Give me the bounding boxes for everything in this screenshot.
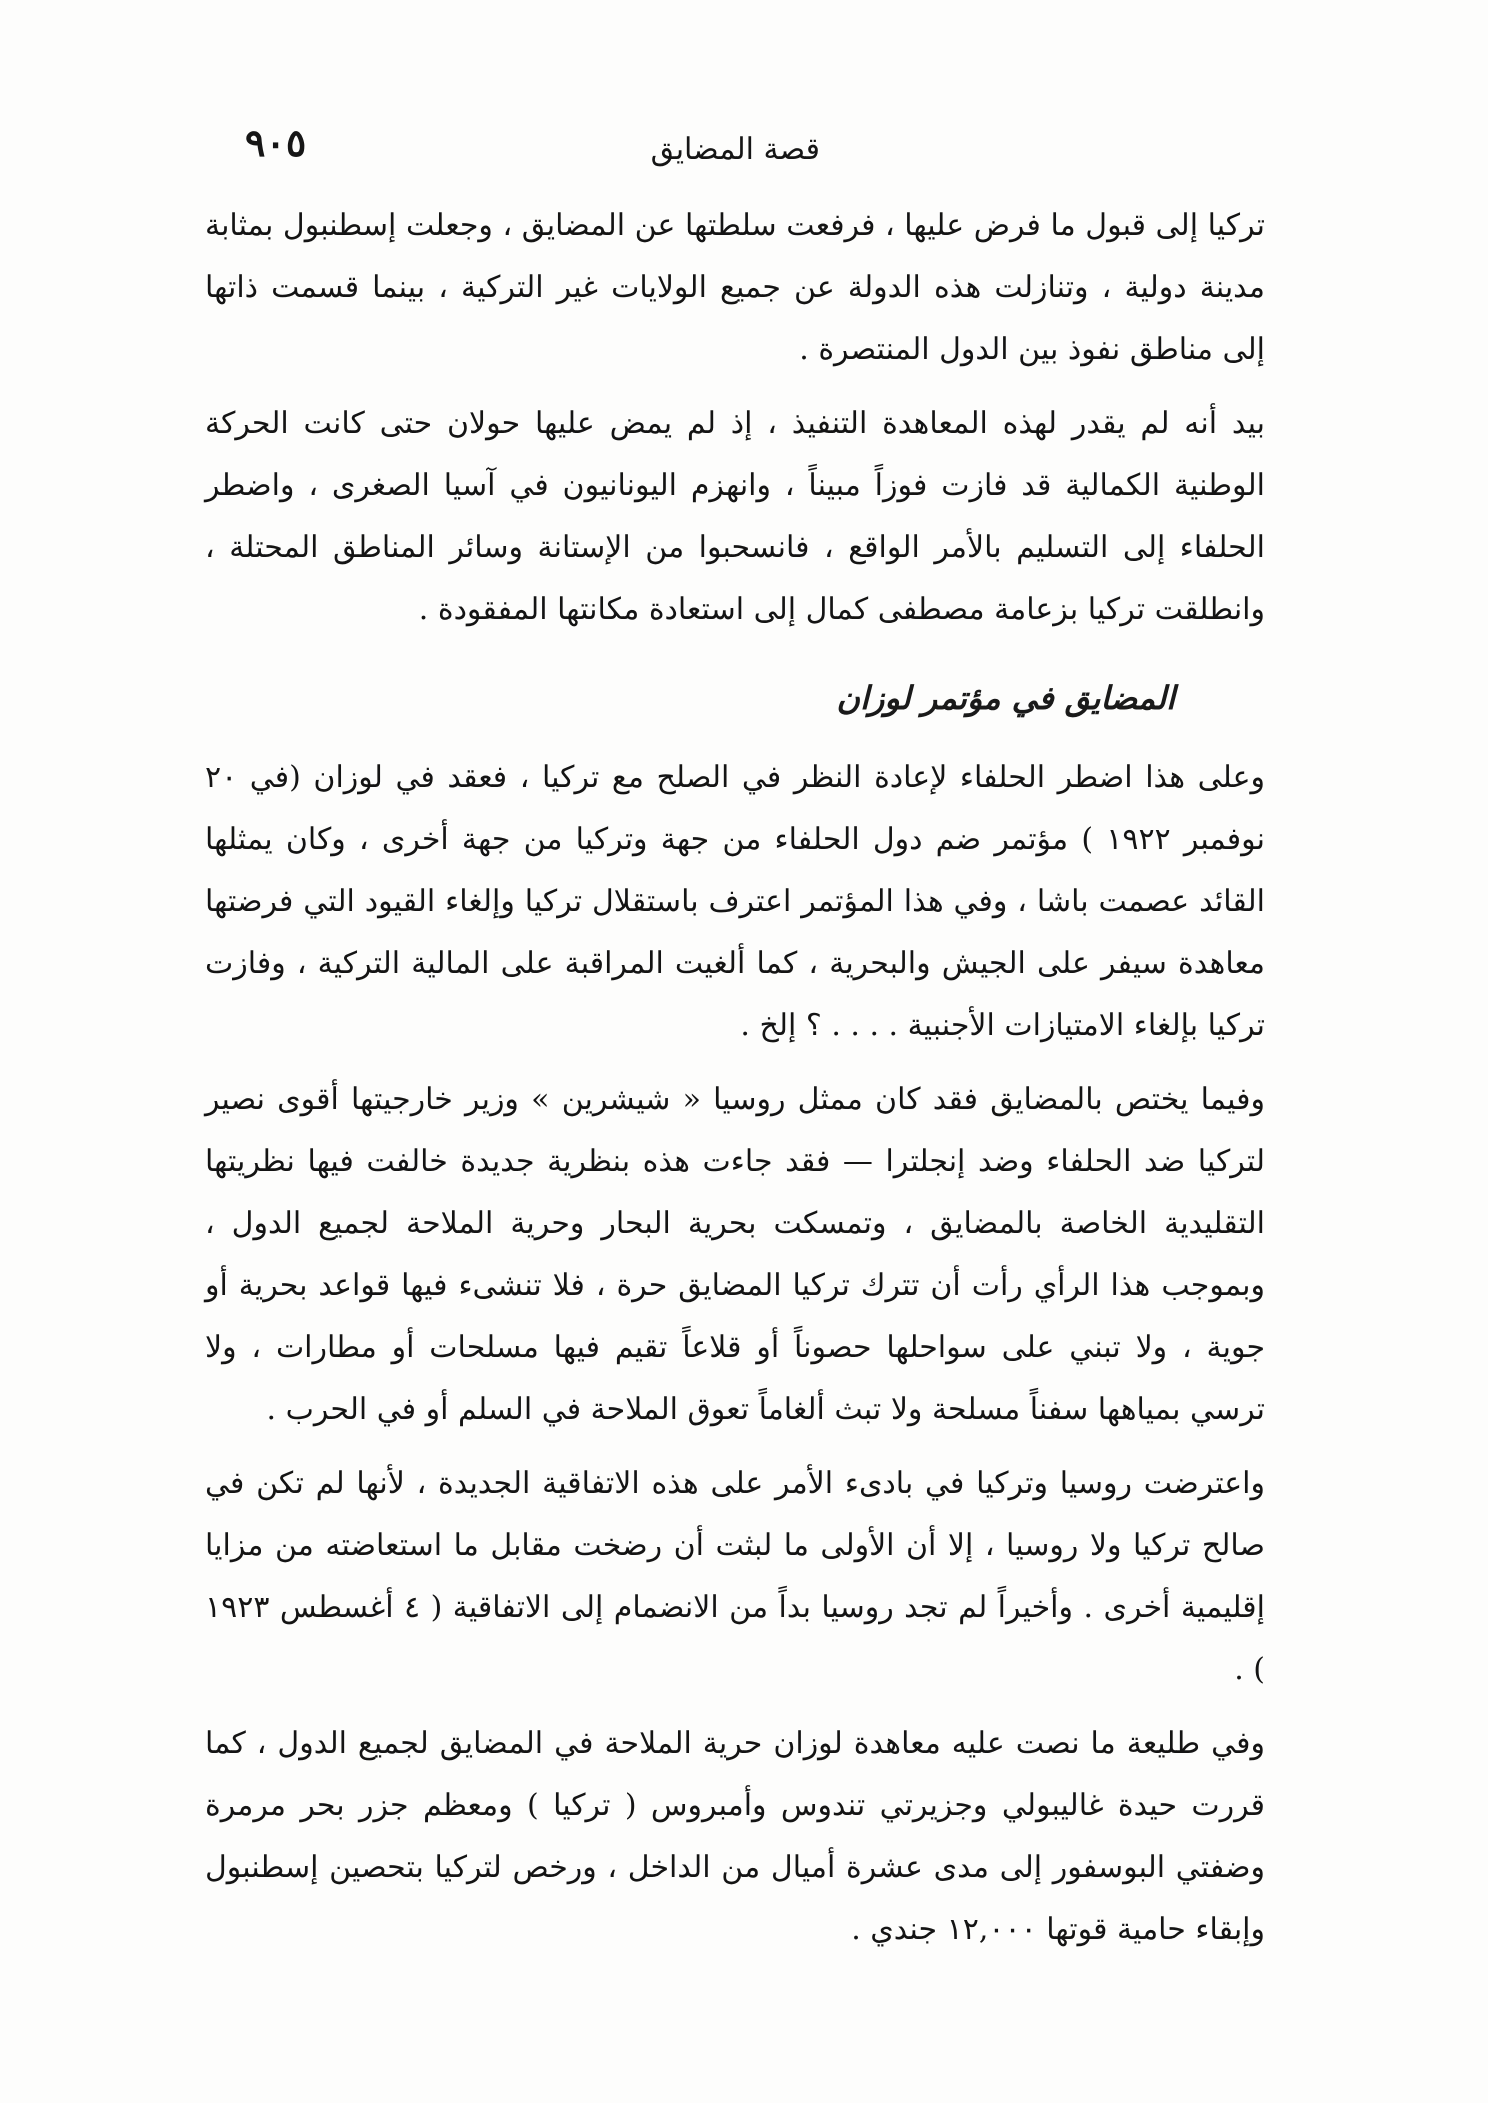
paragraph: بيد أنه لم يقدر لهذه المعاهدة التنفيذ ، إذ لم يمض عليها حولان حتى كانت الحركة الوطنية الكمالية قد فازت فوزاً مبيناً ، وانهزم اليونانيون في آسيا الصغرى ، واضطر الحلفاء إلى التسليم بالأمر الواقع ، فانسحبوا من الإستانة وسائر المناطق المحتلة ، وانطلقت تركيا بزعامة مصطفى كمال إلى استعادة مكانتها المفقودة .: [205, 406, 1265, 627]
section-heading: المضايق في مؤتمر لوزان: [836, 679, 1175, 717]
paragraph: وعلى هذا اضطر الحلفاء لإعادة النظر في الصلح مع تركيا ، فعقد في لوزان (في ٢٠ نوفمبر ١٩٢٢ ) مؤتمر ضم دول الحلفاء من جهة وتركيا من جهة أخرى ، وكان يمثلها القائد عصمت باشا ، وفي هذا المؤتمر اعترف باستقلال تركيا وإلغاء القيود التي فرضتها معاهدة سيفر على الجيش والبحرية ، كما ألغيت المراقبة على المالية التركية ، وفازت تركيا بإلغاء الامتيازات الأجنبية . . . . ؟ إلخ .: [205, 760, 1265, 1043]
paragraph: واعترضت روسيا وتركيا في بادىء الأمر على هذه الاتفاقية الجديدة ، لأنها لم تكن في صالح تركيا ولا روسيا ، إلا أن الأولى ما لبثت أن رضخت مقابل ما استعاضته من مزايا إقليمية أخرى . وأخيراً لم تجد روسيا بداً من الانضمام إلى الاتفاقية ( ٤ أغسطس ١٩٢٣ ) .: [205, 1466, 1265, 1687]
page-number: ٩٠٥: [245, 120, 307, 165]
running-title: قصة المضايق: [650, 132, 820, 167]
paragraph: وفيما يختص بالمضايق فقد كان ممثل روسيا « شيشرين » وزير خارجيتها أقوى نصير لتركيا ضد الحلفاء وضد إنجلترا — فقد جاءت هذه بنظرية جديدة خالفت فيها نظريتها التقليدية الخاصة بالمضايق ، وتمسكت بحرية البحار وحرية الملاحة لجميع الدول ، وبموجب هذا الرأي رأت أن تترك تركيا المضايق حرة ، فلا تنشىء فيها قواعد بحرية أو جوية ، ولا تبني على سواحلها حصوناً أو قلاعاً تقيم فيها مسلحات أو مطارات ، ولا ترسي بمياهها سفناً مسلحة ولا تبث ألغاماً تعوق الملاحة في السلم أو في الحرب .: [205, 1082, 1265, 1427]
paragraph: وفي طليعة ما نصت عليه معاهدة لوزان حرية الملاحة في المضايق لجميع الدول ، كما قررت حيدة غاليبولي وجزيرتي تندوس وأمبروس ( تركيا ) ومعظم جزر بحر مرمرة وضفتي البوسفور إلى مدى عشرة أميال من الداخل ، ورخص لتركيا بتحصين إسطنبول وإبقاء حامية قوتها ١٢,٠٠٠ جندي .: [205, 1726, 1265, 1947]
paragraph: تركيا إلى قبول ما فرض عليها ، فرفعت سلطتها عن المضايق ، وجعلت إسطنبول بمثابة مدينة دولية ، وتنازلت هذه الدولة عن جميع الولايات غير التركية ، بينما قسمت ذاتها إلى مناطق نفوذ بين الدول المنتصرة .: [205, 208, 1265, 367]
body-text: [205, 195, 1265, 1973]
running-header: [205, 120, 1265, 180]
